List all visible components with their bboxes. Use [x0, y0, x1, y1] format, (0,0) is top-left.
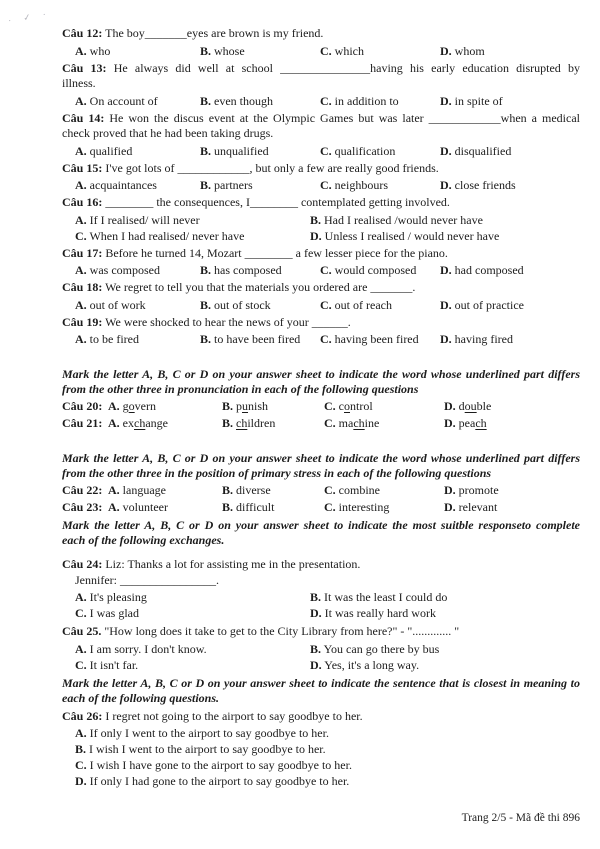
instruction-line: Mark the letter A, B, C or D on your answer sheet to indicate the most suitble responseto complete: [62, 518, 580, 532]
option-letter: B.: [200, 297, 212, 312]
answer-option: [310, 589, 580, 605]
instruction-line: from the other three in the position of primary stress in each of the following questions: [62, 466, 492, 480]
answer-option: [75, 741, 580, 757]
option-letter: D.: [440, 263, 452, 277]
option-letter: A.: [75, 297, 87, 312]
option-letter: C.: [324, 416, 336, 430]
section-instruction: [62, 676, 580, 706]
question-block: [62, 315, 580, 348]
answer-option: [200, 262, 320, 278]
question-number: Câu 25.: [62, 624, 102, 638]
option-word-post: ntrol: [350, 399, 373, 413]
option-text: Unless I realised / would never have: [324, 228, 500, 243]
option-text: It was the least I could do: [324, 590, 448, 604]
answer-option: [222, 398, 324, 414]
answer-option: [222, 499, 324, 515]
question-line: [62, 111, 580, 127]
option-word-underlined: o: [344, 399, 350, 413]
option-word-pre: c: [338, 399, 344, 413]
question-number: Câu 20:: [62, 399, 103, 413]
question-block: [62, 499, 580, 515]
option-word-post: ildren: [247, 416, 276, 430]
option-letter: D.: [440, 178, 452, 192]
option-letter: C.: [75, 228, 87, 243]
answer-option: [200, 297, 320, 313]
instruction-line: Mark the letter A, B, C or D on your answer sheet to indicate the word whose underlined part differs: [62, 451, 580, 465]
question-text: We were shocked to hear the news of your ______.: [105, 314, 351, 329]
answer-option: [444, 499, 580, 515]
pen-mark-artifact: · ✓ ·: [7, 8, 52, 26]
answer-option: [75, 589, 310, 605]
question-number: Câu 13:: [62, 60, 107, 75]
question-line: [62, 398, 580, 414]
answer-option: [200, 43, 320, 59]
option-word-post: ange: [145, 416, 168, 430]
option-word-pre: ma: [338, 416, 354, 430]
options-group: [62, 641, 580, 673]
section-instruction: [62, 518, 580, 548]
option-text: If I realised/ will never: [89, 212, 200, 227]
option-text: interesting: [338, 500, 390, 514]
option-text: having fired: [454, 332, 513, 346]
question-block: [62, 246, 580, 279]
option-letter: D.: [310, 657, 322, 672]
answer-option: [200, 177, 320, 193]
option-text: has composed: [214, 263, 282, 277]
option-letter: B.: [200, 263, 212, 277]
option-letter: A.: [75, 641, 87, 656]
option-text: language: [122, 483, 166, 497]
option-text: in spite of: [454, 93, 503, 108]
document-body: [62, 26, 580, 791]
option-letter: B.: [310, 641, 322, 656]
answer-option: [75, 297, 200, 313]
option-letter: B.: [200, 332, 212, 346]
question-text-continued: illness.: [62, 76, 96, 90]
option-letter: D.: [440, 297, 452, 312]
option-word-pre: g: [122, 399, 129, 413]
option-letter: C.: [75, 606, 87, 620]
option-text: having been fired: [334, 332, 419, 346]
option-letter: B.: [222, 399, 234, 413]
question-number: Câu 12:: [62, 26, 103, 40]
option-word-post: ine: [364, 416, 380, 430]
question-number: Câu 16:: [62, 195, 103, 209]
option-letter: B.: [200, 143, 212, 158]
question-block: [62, 26, 580, 59]
option-word-underlined: u: [242, 399, 249, 413]
option-text: out of stock: [214, 297, 271, 312]
option-text: I was glad: [89, 606, 139, 620]
question-line: [62, 557, 580, 573]
option-letter: A.: [108, 500, 120, 514]
answer-option: [444, 415, 580, 431]
instruction-line: each of the following questions.: [62, 690, 220, 705]
option-text: difficult: [236, 500, 275, 514]
question-number: Câu 26:: [62, 708, 103, 723]
answer-option: [440, 143, 580, 159]
answer-option: [75, 212, 310, 228]
answer-option: [320, 43, 440, 59]
instruction-line: Mark the letter A, B, C or D on your answer sheet to indicate the sentence that is closest in meaning to: [62, 675, 580, 690]
options-group: [62, 212, 580, 244]
question-line: [62, 315, 580, 331]
option-letter: D.: [310, 228, 322, 243]
option-text: I am sorry. I don't know.: [89, 641, 207, 656]
option-word-pre: p: [236, 399, 243, 413]
answer-option: [440, 93, 580, 109]
option-word-post: nish: [248, 399, 269, 413]
answer-option: [75, 757, 580, 773]
question-text: We regret to tell you that the materials you ordered are _______.: [105, 280, 416, 294]
question-text: He always did well at school _______________having his early education disrupted by: [113, 60, 580, 75]
answer-option: [320, 177, 440, 193]
question-number: Câu 21:: [62, 416, 103, 430]
option-letter: B.: [310, 212, 322, 227]
question-text: He won the discus event at the Olympic Games but was later ____________when a medical: [109, 110, 580, 125]
options-group: [62, 297, 580, 313]
option-text: diverse: [236, 483, 271, 497]
option-text: disqualified: [454, 143, 512, 158]
question-line: [62, 499, 580, 515]
option-letter: A.: [75, 143, 87, 158]
option-letter: A.: [75, 590, 87, 604]
option-word-pre: ex: [122, 416, 134, 430]
question-block: [62, 398, 580, 414]
option-letter: A.: [75, 332, 87, 346]
question-block: [62, 111, 580, 159]
option-text: On account of: [89, 93, 158, 108]
option-text: It's pleasing: [89, 590, 147, 604]
question-text: ________ the consequences, I________ contemplated getting involved.: [105, 195, 450, 209]
option-letter: C.: [320, 43, 332, 58]
question-block: [62, 482, 580, 498]
answer-option: [108, 415, 222, 431]
option-letter: D.: [310, 606, 322, 620]
option-text: neighbours: [334, 178, 388, 192]
option-text: volunteer: [122, 500, 168, 514]
option-text: to have been fired: [214, 332, 301, 346]
answer-option: [75, 641, 310, 657]
option-letter: C.: [324, 399, 336, 413]
option-word-post: ble: [476, 399, 492, 413]
answer-option: [200, 93, 320, 109]
question-line: [62, 415, 580, 431]
question-line: [62, 624, 580, 640]
option-text: out of practice: [454, 297, 524, 312]
option-letter: B.: [310, 590, 322, 604]
answer-option: [320, 93, 440, 109]
option-letter: A.: [108, 483, 120, 497]
section-instruction: [62, 451, 580, 481]
option-word-pre: d: [458, 399, 465, 413]
question-block: [62, 280, 580, 313]
option-letter: C.: [320, 178, 332, 192]
option-letter: B.: [222, 483, 234, 497]
option-text: When I had realised/ never have: [89, 228, 245, 243]
option-text: even though: [214, 93, 274, 108]
option-word-post: vern: [134, 399, 156, 413]
answer-option: [75, 143, 200, 159]
options-group: [62, 589, 580, 621]
answer-option: [108, 499, 222, 515]
option-text: It isn't far.: [89, 657, 139, 672]
question-block: [62, 709, 580, 790]
question-line: [62, 195, 580, 211]
option-text: who: [89, 43, 111, 58]
question-text: I've got lots of ____________, but only a few are really good friends.: [105, 160, 439, 175]
option-letter: C.: [320, 93, 332, 108]
question-block: [62, 195, 580, 244]
option-text: would composed: [334, 263, 417, 277]
option-letter: B.: [200, 178, 212, 192]
question-block: [62, 61, 580, 109]
option-letter: D.: [444, 416, 456, 430]
option-letter: A.: [75, 178, 87, 192]
option-text: had composed: [454, 263, 524, 277]
option-letter: C.: [320, 143, 332, 158]
option-letter: D.: [440, 143, 452, 158]
option-text: If only I had gone to the airport to say goodbye to her.: [89, 774, 350, 788]
option-text: whom: [454, 43, 485, 58]
answer-option: [75, 177, 200, 193]
option-text: to be fired: [89, 332, 139, 346]
answer-option: [310, 212, 580, 228]
question-line: [62, 246, 580, 262]
question-text: The boy_______eyes are brown is my friend.: [105, 26, 324, 40]
option-letter: C.: [75, 657, 87, 672]
question-line: [62, 61, 580, 77]
question-text: "How long does it take to get to the City Library from here?" - "............. ": [104, 624, 460, 638]
question-text-continued: check proved that he had been taking drugs.: [62, 126, 274, 140]
answer-option: [440, 262, 580, 278]
answer-option: [222, 482, 324, 498]
answer-option: [324, 398, 444, 414]
option-text: whose: [214, 43, 245, 58]
question-text: I regret not going to the airport to say goodbye to her.: [105, 708, 363, 723]
option-letter: C.: [320, 263, 332, 277]
instruction-line: Mark the letter A, B, C or D on your answer sheet to indicate the word whose underlined part differs: [62, 367, 580, 381]
option-letter: C.: [320, 332, 332, 346]
option-letter: D.: [75, 774, 87, 788]
option-letter: C.: [75, 758, 87, 772]
question-block: [62, 557, 580, 621]
answer-option: [310, 605, 580, 621]
answer-option: [222, 415, 324, 431]
option-letter: D.: [444, 483, 456, 497]
answer-option: [75, 331, 200, 347]
question-number: Câu 23:: [62, 500, 103, 514]
option-letter: D.: [444, 399, 456, 413]
option-text: promote: [458, 483, 499, 497]
option-word-underlined: ch: [475, 416, 487, 430]
answer-option: [444, 398, 580, 414]
option-letter: D.: [440, 332, 452, 346]
option-text: You can go there by bus: [323, 641, 440, 656]
option-text: out of reach: [334, 297, 392, 312]
options-group: [62, 43, 580, 59]
option-text: If only I went to the airport to say goodbye to her.: [89, 726, 329, 740]
option-letter: A.: [75, 212, 87, 227]
option-word-underlined: ch: [353, 416, 365, 430]
answer-option: [108, 482, 222, 498]
option-letter: D.: [440, 93, 452, 108]
answer-option: [200, 143, 320, 159]
question-text: Before he turned 14, Mozart ________ a few lesser piece for the piano.: [105, 245, 448, 260]
options-group: [62, 262, 580, 278]
option-text: which: [334, 43, 364, 58]
question-number: Câu 19:: [62, 314, 103, 329]
option-letter: A.: [75, 93, 87, 108]
options-group: [62, 143, 580, 159]
answer-option: [310, 228, 580, 244]
option-letter: A.: [108, 399, 120, 413]
option-letter: B.: [75, 742, 87, 756]
option-letter: D.: [444, 500, 456, 514]
question-number: Câu 18:: [62, 280, 103, 294]
options-group: [62, 177, 580, 193]
question-number: Câu 15:: [62, 160, 103, 175]
option-word-underlined: o: [128, 399, 135, 413]
page-footer: Trang 2/5 - Mã đề thi 896: [461, 812, 580, 824]
question-line: [62, 280, 580, 296]
answer-option: [320, 143, 440, 159]
option-text: qualification: [334, 143, 396, 158]
question-line: [62, 26, 580, 42]
answer-option: [320, 262, 440, 278]
question-block: [62, 624, 580, 673]
option-text: partners: [214, 178, 253, 192]
option-word-pre: pea: [458, 416, 476, 430]
answer-option: [440, 297, 580, 313]
option-word-underlined: ou: [464, 399, 477, 413]
answer-option: [75, 605, 310, 621]
option-word-underlined: ch: [134, 416, 146, 430]
options-group: [62, 725, 580, 789]
question-line: [62, 709, 580, 725]
answer-option: [444, 482, 580, 498]
answer-option: [75, 43, 200, 59]
option-letter: A.: [108, 416, 120, 430]
option-text: close friends: [454, 178, 516, 192]
instruction-line: each of the following exchanges.: [62, 533, 225, 547]
answer-option: [310, 657, 580, 673]
answer-option: [440, 331, 580, 347]
option-letter: C.: [324, 483, 336, 497]
question-number: Câu 22:: [62, 483, 103, 497]
option-text: relevant: [458, 500, 498, 514]
option-word-underlined: ch: [236, 416, 248, 430]
option-letter: B.: [222, 416, 234, 430]
option-text: in addition to: [334, 93, 399, 108]
answer-option: [75, 93, 200, 109]
answer-option: [440, 177, 580, 193]
question-block: [62, 161, 580, 194]
option-text: Had I realised /would never have: [324, 212, 483, 227]
options-group: [62, 93, 580, 109]
option-letter: B.: [200, 43, 212, 58]
question-text: Liz: Thanks a lot for assisting me in the presentation.: [105, 557, 361, 571]
option-text: Yes, it's a long way.: [324, 657, 420, 672]
question-block: [62, 415, 580, 431]
answer-option: [310, 641, 580, 657]
answer-option: [75, 228, 310, 244]
section-instruction: [62, 367, 580, 397]
answer-option: [200, 331, 320, 347]
question-line: [62, 161, 580, 177]
option-letter: A.: [75, 726, 87, 740]
answer-option: [320, 297, 440, 313]
answer-option: [440, 43, 580, 59]
option-text: qualified: [89, 143, 133, 158]
answer-option: [324, 499, 444, 515]
option-text: unqualified: [214, 143, 269, 158]
option-text: combine: [338, 483, 380, 497]
answer-option: [320, 331, 440, 347]
option-letter: C.: [320, 297, 332, 312]
instruction-line: from the other three in pronunciation in each of the following questions: [62, 382, 419, 396]
option-text: was composed: [89, 263, 160, 277]
option-text: I wish I have gone to the airport to say goodbye to her.: [89, 758, 352, 772]
option-text: out of work: [89, 297, 146, 312]
question-line: [62, 482, 580, 498]
answer-option: [75, 725, 580, 741]
option-letter: A.: [75, 263, 87, 277]
option-text: It was really hard work: [324, 606, 436, 620]
answer-option: [108, 398, 222, 414]
options-group: [62, 331, 580, 347]
answer-option: [75, 657, 310, 673]
question-number: Câu 24:: [62, 557, 103, 571]
answer-option: [324, 415, 444, 431]
option-text: acquaintances: [89, 178, 157, 192]
option-text: I wish I went to the airport to say goodbye to her.: [89, 742, 326, 756]
option-letter: D.: [440, 43, 452, 58]
answer-option: [75, 262, 200, 278]
answer-option: [324, 482, 444, 498]
option-letter: B.: [200, 93, 212, 108]
option-letter: C.: [324, 500, 336, 514]
answer-option: [75, 773, 580, 789]
option-letter: B.: [222, 500, 234, 514]
question-number: Câu 14:: [62, 110, 105, 125]
dialogue-line: Jennifer: ________________.: [75, 572, 219, 587]
option-letter: A.: [75, 43, 87, 58]
question-number: Câu 17:: [62, 245, 103, 260]
